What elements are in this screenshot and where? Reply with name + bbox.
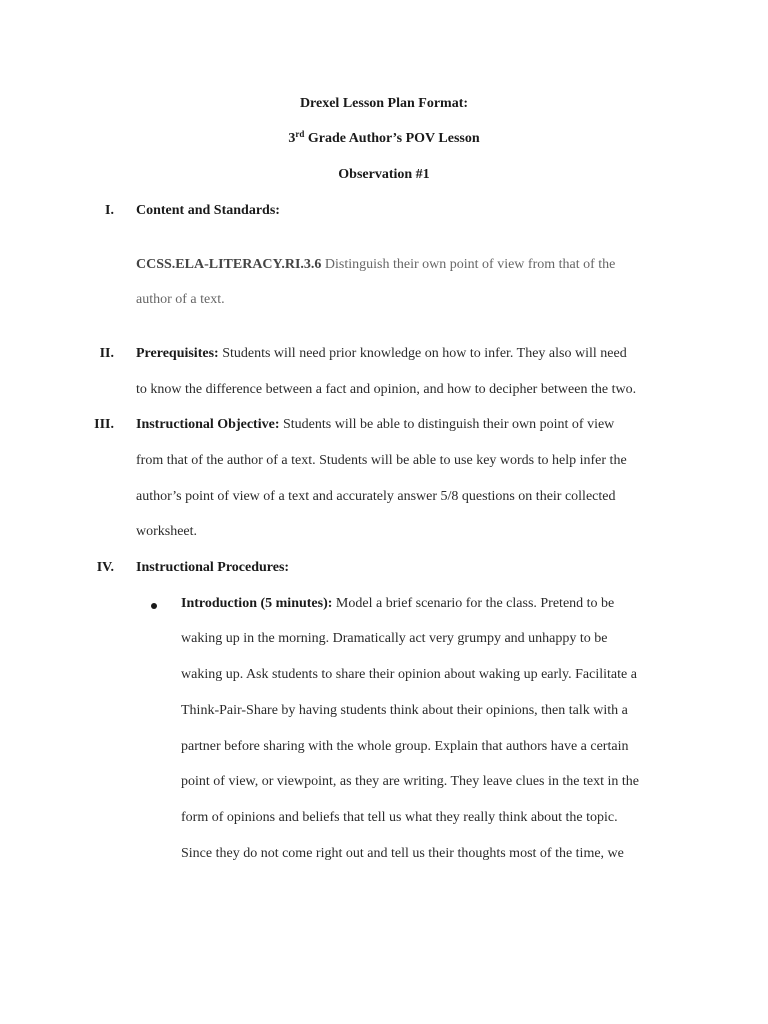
objective-text: Students will be able to distinguish their own point of view: [279, 417, 615, 432]
introduction-line-1: [181, 596, 614, 612]
introduction-line-6: point of view, or viewpoint, as they are writing. They leave clues in the text in the: [181, 774, 639, 789]
introduction-heading: Introduction (5 minutes):: [181, 596, 333, 611]
prerequisites-line-1: [136, 346, 627, 362]
document-title: Drexel Lesson Plan Format:: [299, 96, 469, 111]
introduction-line-4: Think-Pair-Share by having students think about their opinions, then talk with a: [181, 703, 628, 718]
introduction-line-5: partner before sharing with the whole group. Explain that authors have a certain: [181, 739, 629, 754]
section-heading-content-standards: Content and Standards:: [136, 203, 280, 218]
grade-ordinal-suffix: rd: [295, 129, 305, 139]
observation-label: Observation #1: [338, 167, 430, 182]
objective-line-4: worksheet.: [136, 524, 198, 539]
subtitle-text: Grade Author’s POV Lesson: [304, 131, 480, 146]
section-numeral-1: I.: [105, 203, 114, 218]
standard-line-1: [136, 257, 615, 273]
standard-code: CCSS.ELA-LITERACY.RI.3.6: [136, 257, 322, 272]
objective-line-1: [136, 417, 614, 433]
introduction-text: Model a brief scenario for the class. Pretend to be: [332, 596, 615, 611]
prerequisites-line-2: to know the difference between a fact and opinion, and how to decipher between the two.: [136, 382, 637, 397]
section-numeral-2: II.: [99, 346, 114, 361]
grade-number: 3: [288, 131, 296, 146]
introduction-line-3: waking up. Ask students to share their opinion about waking up early. Facilitate a: [181, 667, 637, 682]
objective-line-2: from that of the author of a text. Students will be able to use key words to help infer the: [136, 453, 627, 468]
prerequisites-heading: Prerequisites:: [136, 346, 219, 361]
section-heading-procedures: Instructional Procedures:: [136, 560, 290, 575]
standard-line-2: author of a text.: [136, 292, 225, 307]
introduction-line-2: waking up in the morning. Dramatically act very grumpy and unhappy to be: [181, 631, 608, 646]
objective-heading: Instructional Objective:: [136, 417, 280, 432]
section-numeral-3: III.: [94, 417, 114, 432]
standard-text: Distinguish their own point of view from that of the: [321, 257, 616, 272]
prerequisites-text: Students will need prior knowledge on how to infer. They also will need: [218, 346, 627, 361]
section-numeral-4: IV.: [96, 560, 114, 575]
introduction-line-8: Since they do not come right out and tell us their thoughts most of the time, we: [181, 846, 624, 861]
objective-line-3: author’s point of view of a text and accurately answer 5/8 questions on their collected: [136, 489, 616, 504]
bullet-point: [151, 603, 157, 609]
document-subtitle: [0, 131, 768, 147]
introduction-line-7: form of opinions and beliefs that tell us what they really think about the topic.: [181, 810, 618, 825]
